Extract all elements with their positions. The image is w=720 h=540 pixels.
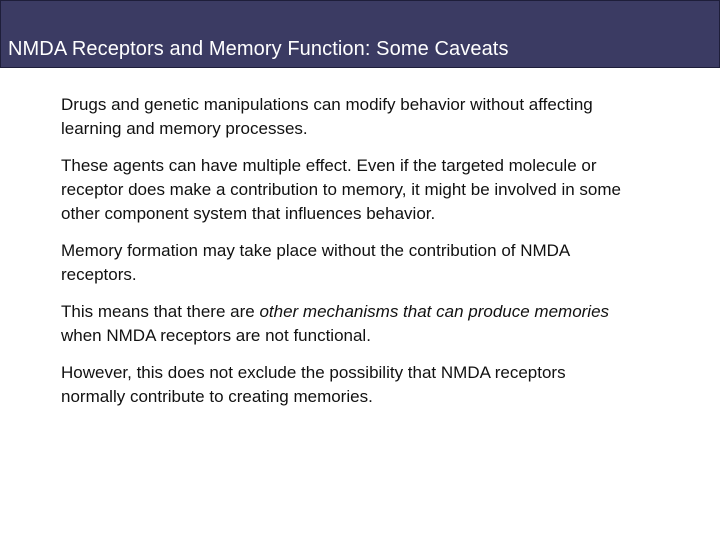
paragraph-2: These agents can have multiple effect. Even if the targeted molecule or receptor does make a contribution to memory, it might be involved in some other component system that influences behavior. bbox=[61, 156, 622, 223]
paragraph-3: Memory formation may take place without the contribution of NMDA receptors. bbox=[61, 241, 570, 284]
paragraph-4-after: when NMDA receptors are not functional. bbox=[61, 326, 371, 345]
paragraph-4 bbox=[61, 300, 631, 348]
title-bar bbox=[0, 0, 720, 68]
slide-body bbox=[61, 93, 631, 422]
paragraph-1: Drugs and genetic manipulations can modify behavior without affecting learning and memory processes. bbox=[61, 95, 593, 138]
paragraph-5: However, this does not exclude the possibility that NMDA receptors normally contribute to creating memories. bbox=[61, 363, 566, 406]
paragraph-4-emphasis: other mechanisms that can produce memories bbox=[259, 302, 610, 321]
slide-title: NMDA Receptors and Memory Function: Some Caveats bbox=[8, 38, 509, 60]
paragraph-4-before: This means that there are bbox=[61, 302, 260, 321]
